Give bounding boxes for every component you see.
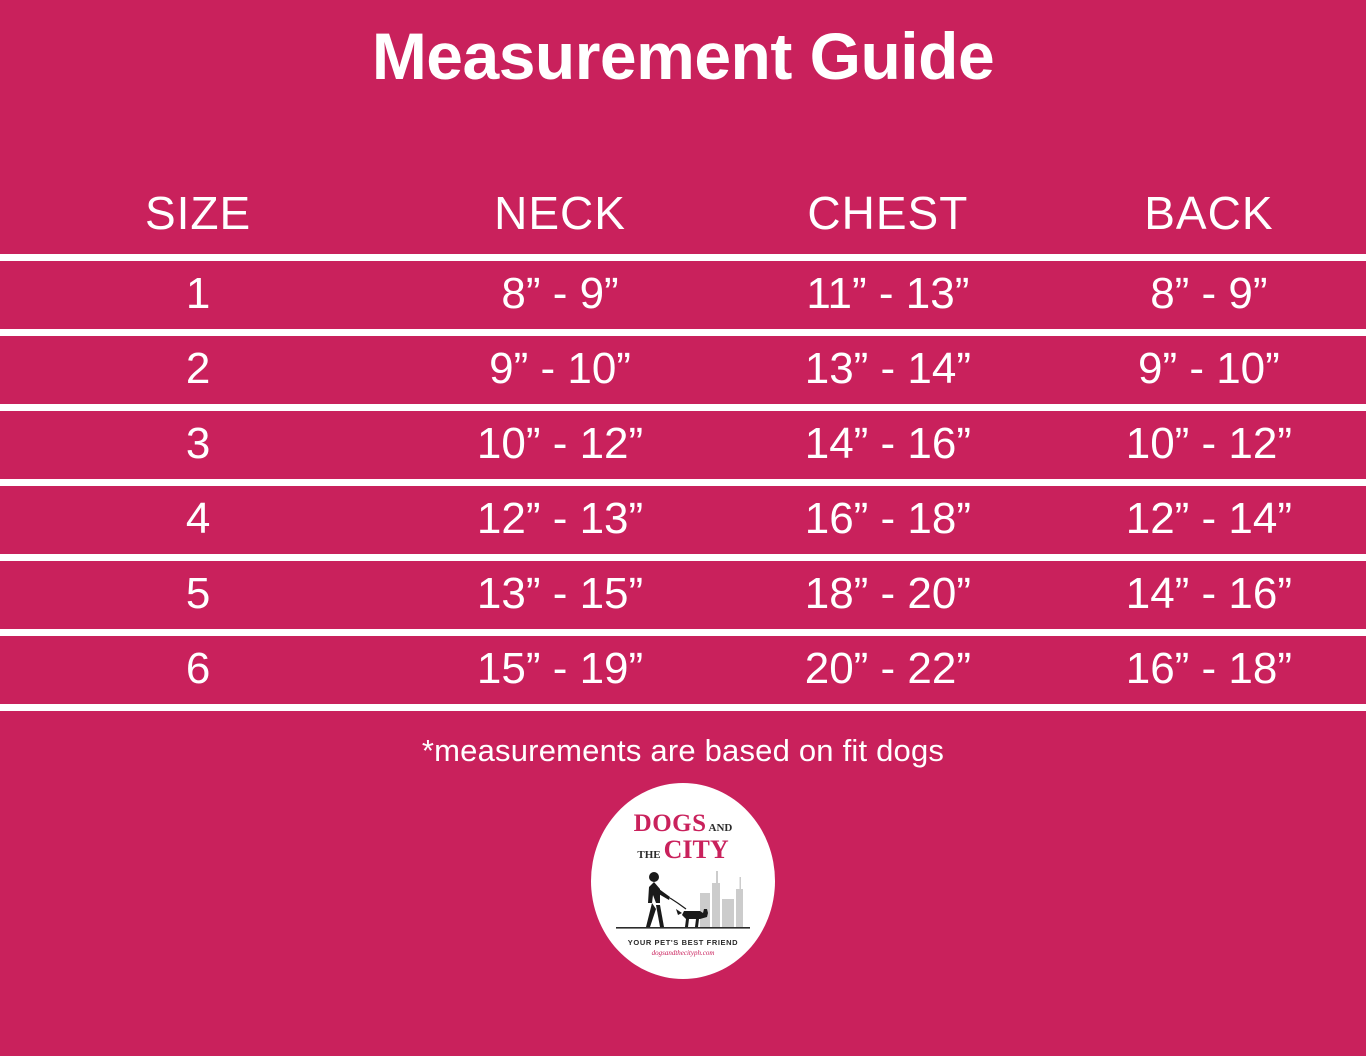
table-row [0,632,1366,707]
walker-and-dog-icon [608,865,758,937]
cell-back: 10” - 12” [1125,418,1293,468]
logo-tagline: YOUR PET'S BEST FRIEND [627,937,739,947]
cell-size: 6 [185,643,211,693]
cell-back: 12” - 14” [1125,493,1293,543]
cell-back: 9” - 10” [1137,343,1280,393]
cell-neck: 10” - 12” [476,418,644,468]
logo-line-dogs [634,811,733,836]
cell-size: 5 [185,568,211,618]
logo-word-and: AND [708,821,733,834]
cell-chest: 20” - 22” [804,643,972,693]
logo-area [0,783,1366,1056]
cell-size: 4 [185,493,211,543]
logo-word-city: CITY [663,834,729,864]
size-chart [0,182,1366,711]
logo-word-the: THE [637,848,661,861]
page-title: Measurement Guide [371,19,995,93]
cell-neck: 13” - 15” [476,568,644,618]
column-header-size: SIZE [144,186,252,239]
cell-chest: 13” - 14” [804,343,972,393]
column-header-back: BACK [1144,186,1274,239]
logo-url: dogsandthecityph.com [651,948,715,957]
table-row [0,257,1366,332]
size-table [0,182,1366,711]
table-row [0,557,1366,632]
table-row [0,407,1366,482]
cell-chest: 16” - 18” [804,493,972,543]
cell-neck: 8” - 9” [501,268,619,318]
cell-back: 8” - 9” [1150,268,1268,318]
cell-size: 2 [185,343,211,393]
cell-neck: 15” - 19” [476,643,644,693]
cell-neck: 9” - 10” [489,343,631,393]
logo-word-dogs: DOGS [633,809,707,837]
column-header-chest: CHEST [807,186,969,239]
cell-neck: 12” - 13” [476,493,644,543]
cell-chest: 11” - 13” [806,268,970,318]
cell-size: 1 [185,268,211,318]
footnote: *measurements are based on fit dogs [421,732,945,768]
table-row [0,332,1366,407]
brand-logo [591,783,775,979]
table-row [0,482,1366,557]
column-header-neck: NECK [494,186,626,239]
bottom-band [0,1038,1366,1056]
table-header-row [0,182,1366,258]
cell-size: 3 [185,418,211,468]
cell-chest: 18” - 20” [804,568,972,618]
logo-line-city [637,834,729,864]
cell-back: 16” - 18” [1125,643,1293,693]
cell-back: 14” - 16” [1125,568,1293,618]
cell-chest: 14” - 16” [804,418,972,468]
